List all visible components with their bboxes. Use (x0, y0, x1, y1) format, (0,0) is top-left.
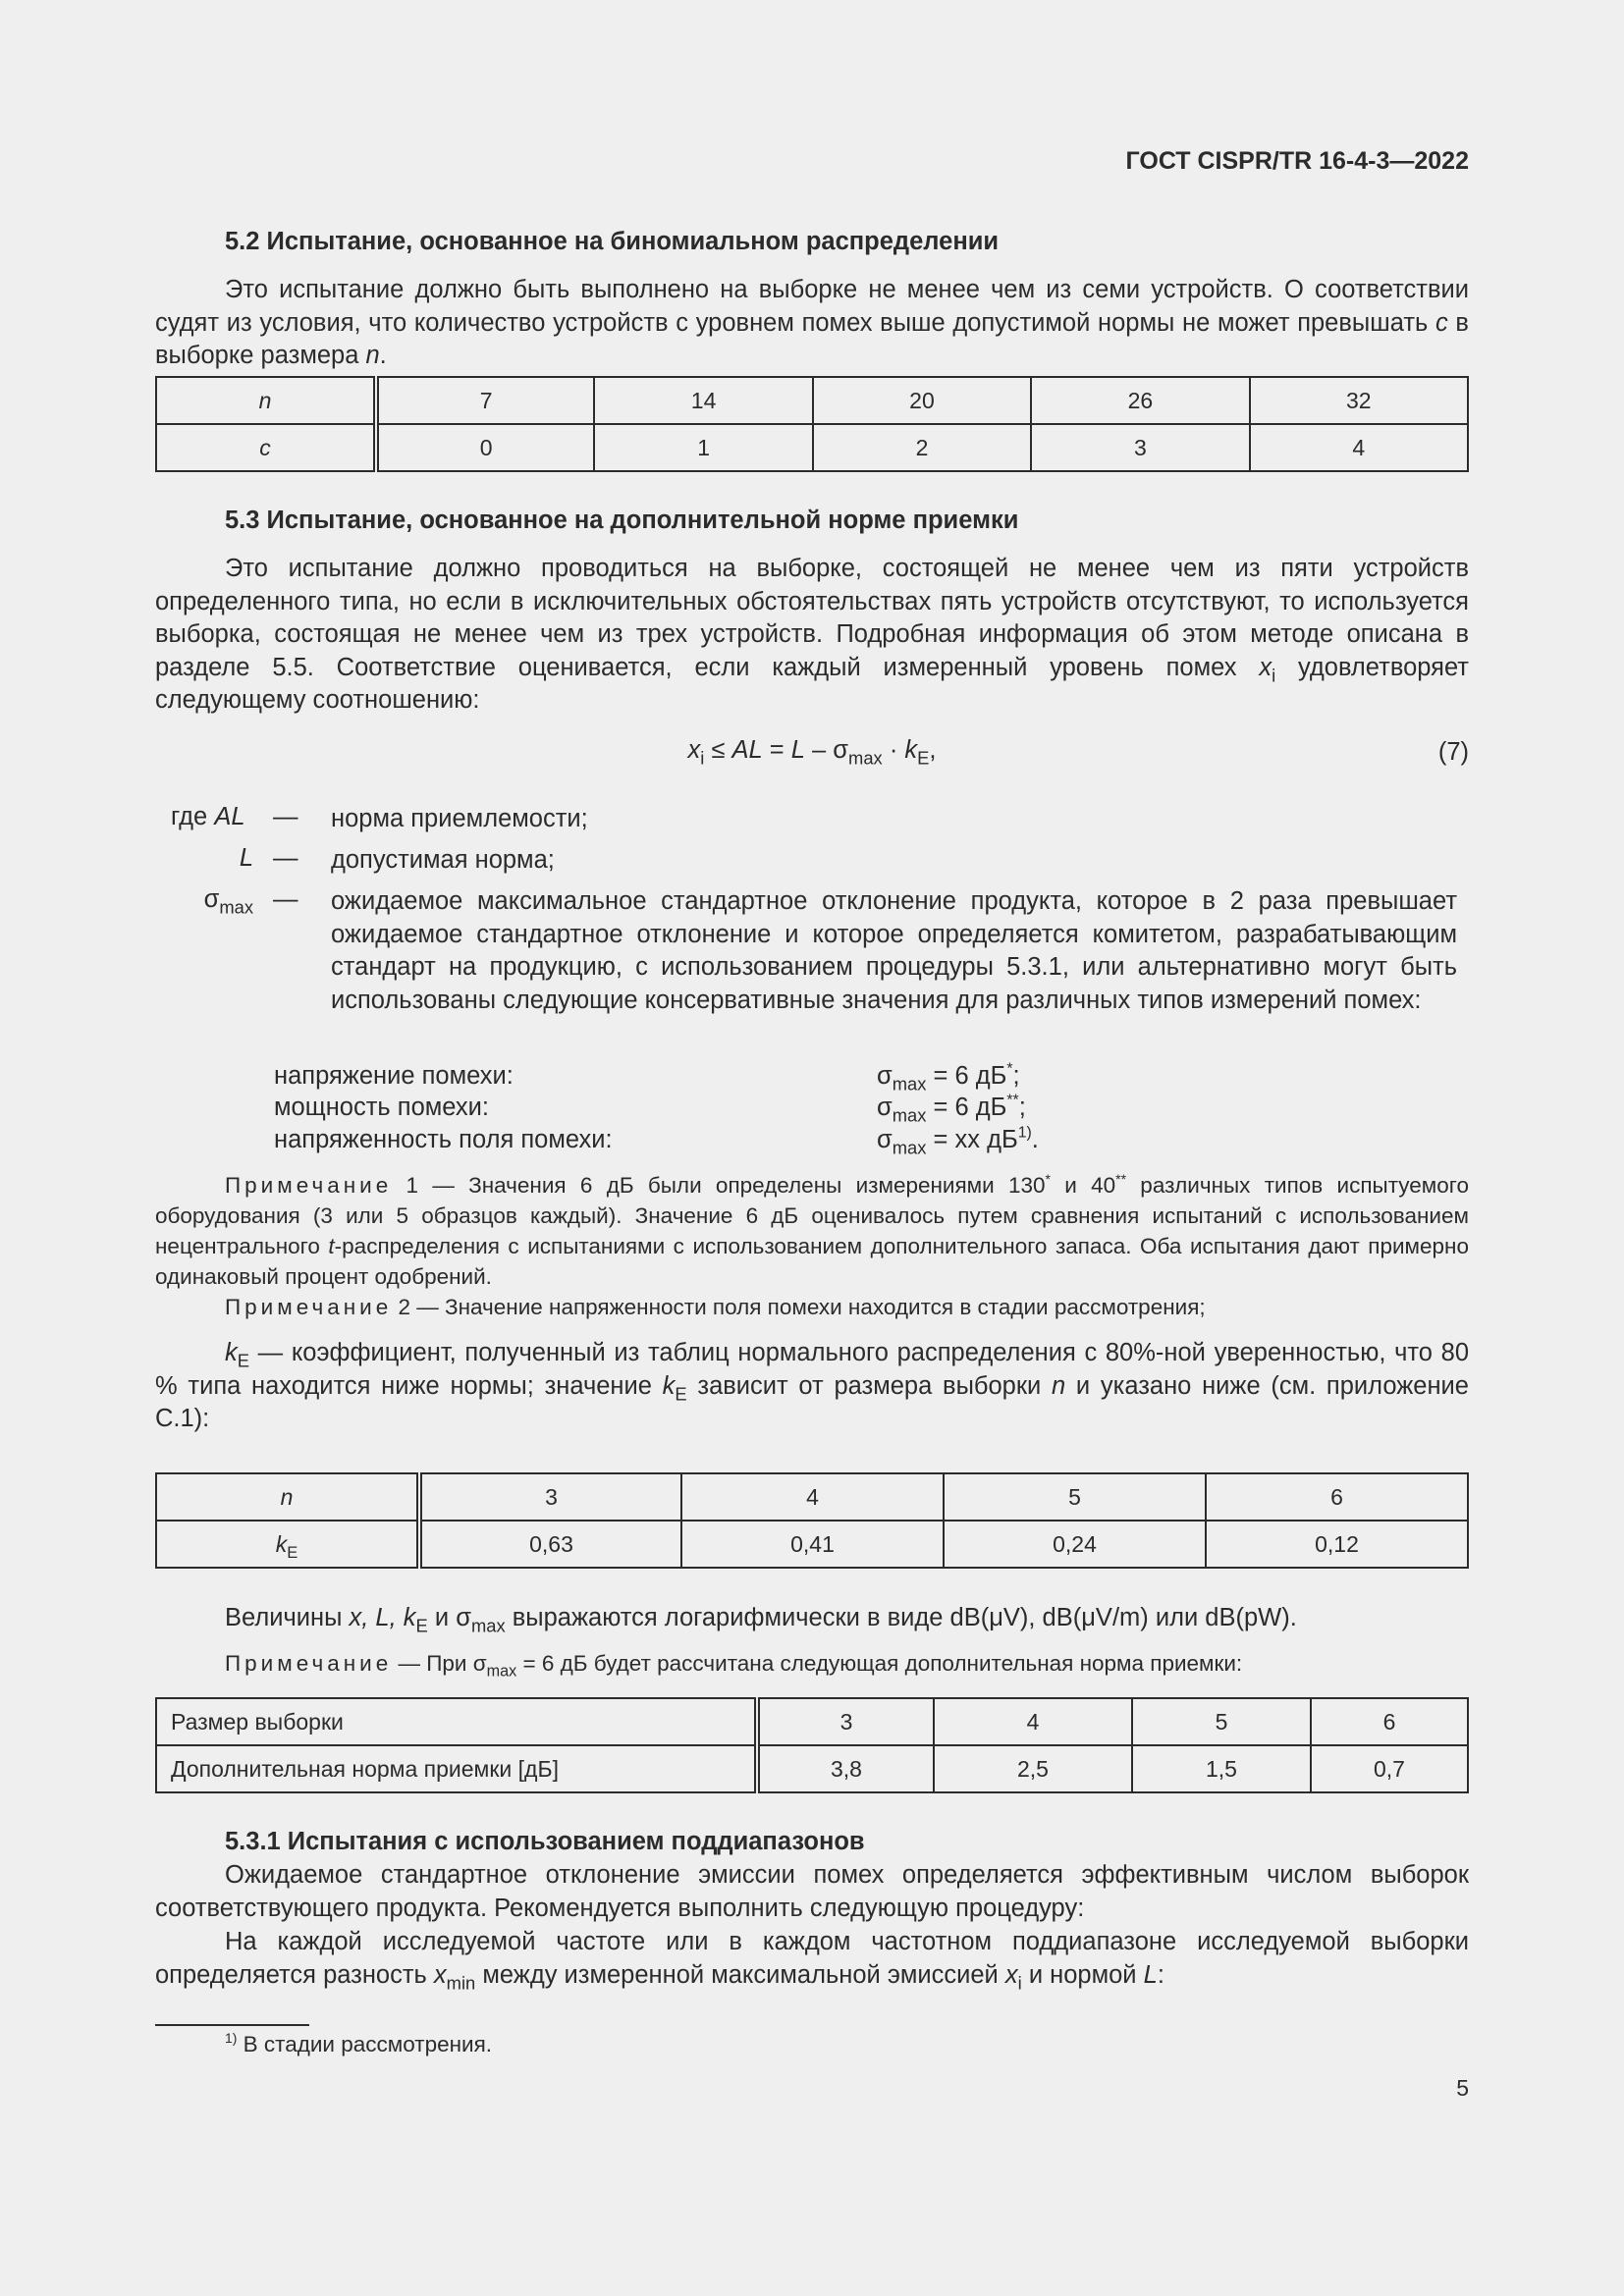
table-cell: 4 (934, 1698, 1132, 1745)
table-cell: 0,63 (419, 1521, 681, 1568)
value-voltage: $\sigma_{max} = 6$ дБ*; (877, 1060, 1020, 1095)
note-1: Примечание 1 — Значения 6 дБ были определены измерениями 130* и 40** различных типов испытуемого оборудования (3 или 5 образцов каждый). Значение 6 дБ оценивалось путем сравнения испытаний с использованием нецентрального t-распределения с испытаниями с использованием дополнительного запаса. Оба испытания дают примерно одинаковый процент одобрений. (155, 1170, 1469, 1289)
row-label-ke: $k_E$ (156, 1521, 419, 1568)
note-3: Примечание — При $\sigma_{max} = 6$ дБ будет рассчитана следующая дополнительная норма приемки: (225, 1651, 1243, 1681)
section-5-3-title: 5.3 Испытание, основанное на дополнительной норме приемки (225, 507, 1019, 534)
table-cell: 14 (594, 377, 812, 424)
definition-al-text: норма приемлемости; (331, 805, 588, 832)
row-label-acceptance-norm: Дополнительная норма приемки [дБ] (156, 1745, 757, 1792)
definition-where: где AL (171, 803, 245, 830)
table-cell: 4 (681, 1473, 944, 1521)
section-5-3-1-paragraph-1: Ожидаемое стандартное отклонение эмиссии помех определяется эффективным числом выборок соответствующего продукта. Рекомендуется выполнить следующую процедуру: (155, 1861, 1469, 1922)
table-cell: 3 (419, 1473, 681, 1521)
row-label-sample-size: Размер выборки (156, 1698, 757, 1745)
ke-paragraph: $k_E$ — коэффициент, полученный из таблиц нормального распределения с 80%-ной уверенностью, что 80 % типа находится ниже нормы; значение $k_E$ зависит от размера выборки n и указано ниже (см. приложение С.1): (155, 1339, 1469, 1432)
table-cell: 4 (1250, 424, 1468, 471)
table-cell: 3 (1031, 424, 1249, 471)
value-label-voltage: напряжение помехи: (274, 1062, 514, 1090)
section-5-3-1-paragraph-2: На каждой исследуемой частоте или в каждом частотном поддиапазоне исследуемой выборки определяется разность $x_{min}$ между измеренной максимальной эмиссией $x_i$ и нормой L: (155, 1928, 1469, 1993)
ke-table (155, 1472, 1469, 1569)
binomial-table (155, 376, 1469, 472)
definition-dash: — (273, 844, 298, 872)
definition-sigma-text: ожидаемое максимальное стандартное отклонение продукта, которое в 2 раза превышает ожидаемое стандартное отклонение и которое определяется комитетом, разрабатывающим стандарт на продукцию, с использованием процедуры 5.3.1, или альтернативно могут быть использованы следующие консервативные значения для различных типов измерений помех: (331, 887, 1457, 1014)
table-row (156, 1521, 1468, 1568)
table-cell: 0,7 (1311, 1745, 1468, 1792)
section-5-2-paragraph: Это испытание должно быть выполнено на выборке не менее чем из семи устройств. О соответствии судят из условия, что количество устройств с уровнем помех выше допустимой нормы не может превышать c в выборке размера n. (155, 276, 1469, 369)
table-cell: 1 (594, 424, 812, 471)
table-row (156, 1745, 1468, 1792)
table-row (156, 1698, 1468, 1745)
page-number: 5 (1456, 2075, 1469, 2101)
table-cell: 0 (376, 424, 594, 471)
table-row (156, 377, 1468, 424)
table-cell: 3 (757, 1698, 934, 1745)
value-field: $\sigma_{max}$ = хх $дБ^{1)}$. (877, 1124, 1039, 1158)
table-cell: 0,41 (681, 1521, 944, 1568)
table-cell: 26 (1031, 377, 1249, 424)
table-cell: 6 (1206, 1473, 1468, 1521)
table-cell: 0,12 (1206, 1521, 1468, 1568)
footnote-rule (155, 2024, 309, 2026)
table-cell: 2 (813, 424, 1031, 471)
table-cell: 32 (1250, 377, 1468, 424)
table-cell: 7 (376, 377, 594, 424)
section-5-3-paragraph: Это испытание должно проводиться на выборке, состоящей не менее чем из пяти устройств определенного типа, но если в исключительных обстоятельствах пять устройств отсутствуют, то используется выборка, состоящая не менее чем из трех устройств. Подробная информация об этом методе описана в разделе 5.5. Соответствие оценивается, если каждый измеренный уровень помех $x_i$ удовлетворяет следующему соотношению: (155, 555, 1469, 714)
document-code: ГОСТ CISPR/TR 16-4-3—2022 (1125, 147, 1469, 175)
row-label-c: c (156, 424, 376, 471)
definition-l-term: L (239, 844, 253, 872)
definition-dash: — (273, 803, 298, 830)
formula-7: $x_i$ ≤ AL = $L - \sigma_{max} \cdot k_E$, (687, 736, 937, 769)
row-label-n: n (156, 377, 376, 424)
table-cell: 5 (944, 1473, 1206, 1521)
table-cell: 20 (813, 377, 1031, 424)
row-label-n: n (156, 1473, 419, 1521)
table-row (156, 1473, 1468, 1521)
note-2: Примечание 2 — Значение напряженности поля помехи находится в стадии рассмотрения; (225, 1295, 1206, 1319)
table-cell: 0,24 (944, 1521, 1206, 1568)
value-power: $\sigma_{max} = 6$ дБ**; (877, 1092, 1026, 1126)
footnote: $^{1)}$ В стадии рассмотрения. (225, 2029, 493, 2056)
definition-dash: — (273, 885, 298, 913)
table-cell: 2,5 (934, 1745, 1132, 1792)
value-label-power: мощность помехи: (274, 1094, 489, 1121)
table-cell: 6 (1311, 1698, 1468, 1745)
section-5-3-1-title: 5.3.1 Испытания с использованием поддиапазонов (225, 1828, 865, 1855)
table-cell: 1,5 (1132, 1745, 1311, 1792)
definition-sigma-term: $\sigma_{max}$ (203, 885, 253, 918)
definition-l-text: допустимая норма; (331, 846, 555, 874)
table-row (156, 424, 1468, 471)
section-5-2-title: 5.2 Испытание, основанное на биномиальном распределении (225, 228, 1000, 255)
value-label-field: напряженность поля помехи: (274, 1126, 613, 1153)
acceptance-table (155, 1697, 1469, 1793)
log-paragraph: Величины x, L, $k_E$ и $\sigma_{max}$ выражаются логарифмически в виде dB(μV), dB(μV/m) или dB(pW). (225, 1604, 1297, 1636)
table-cell: 3,8 (757, 1745, 934, 1792)
table-cell: 5 (1132, 1698, 1311, 1745)
equation-number: (7) (1437, 738, 1469, 766)
